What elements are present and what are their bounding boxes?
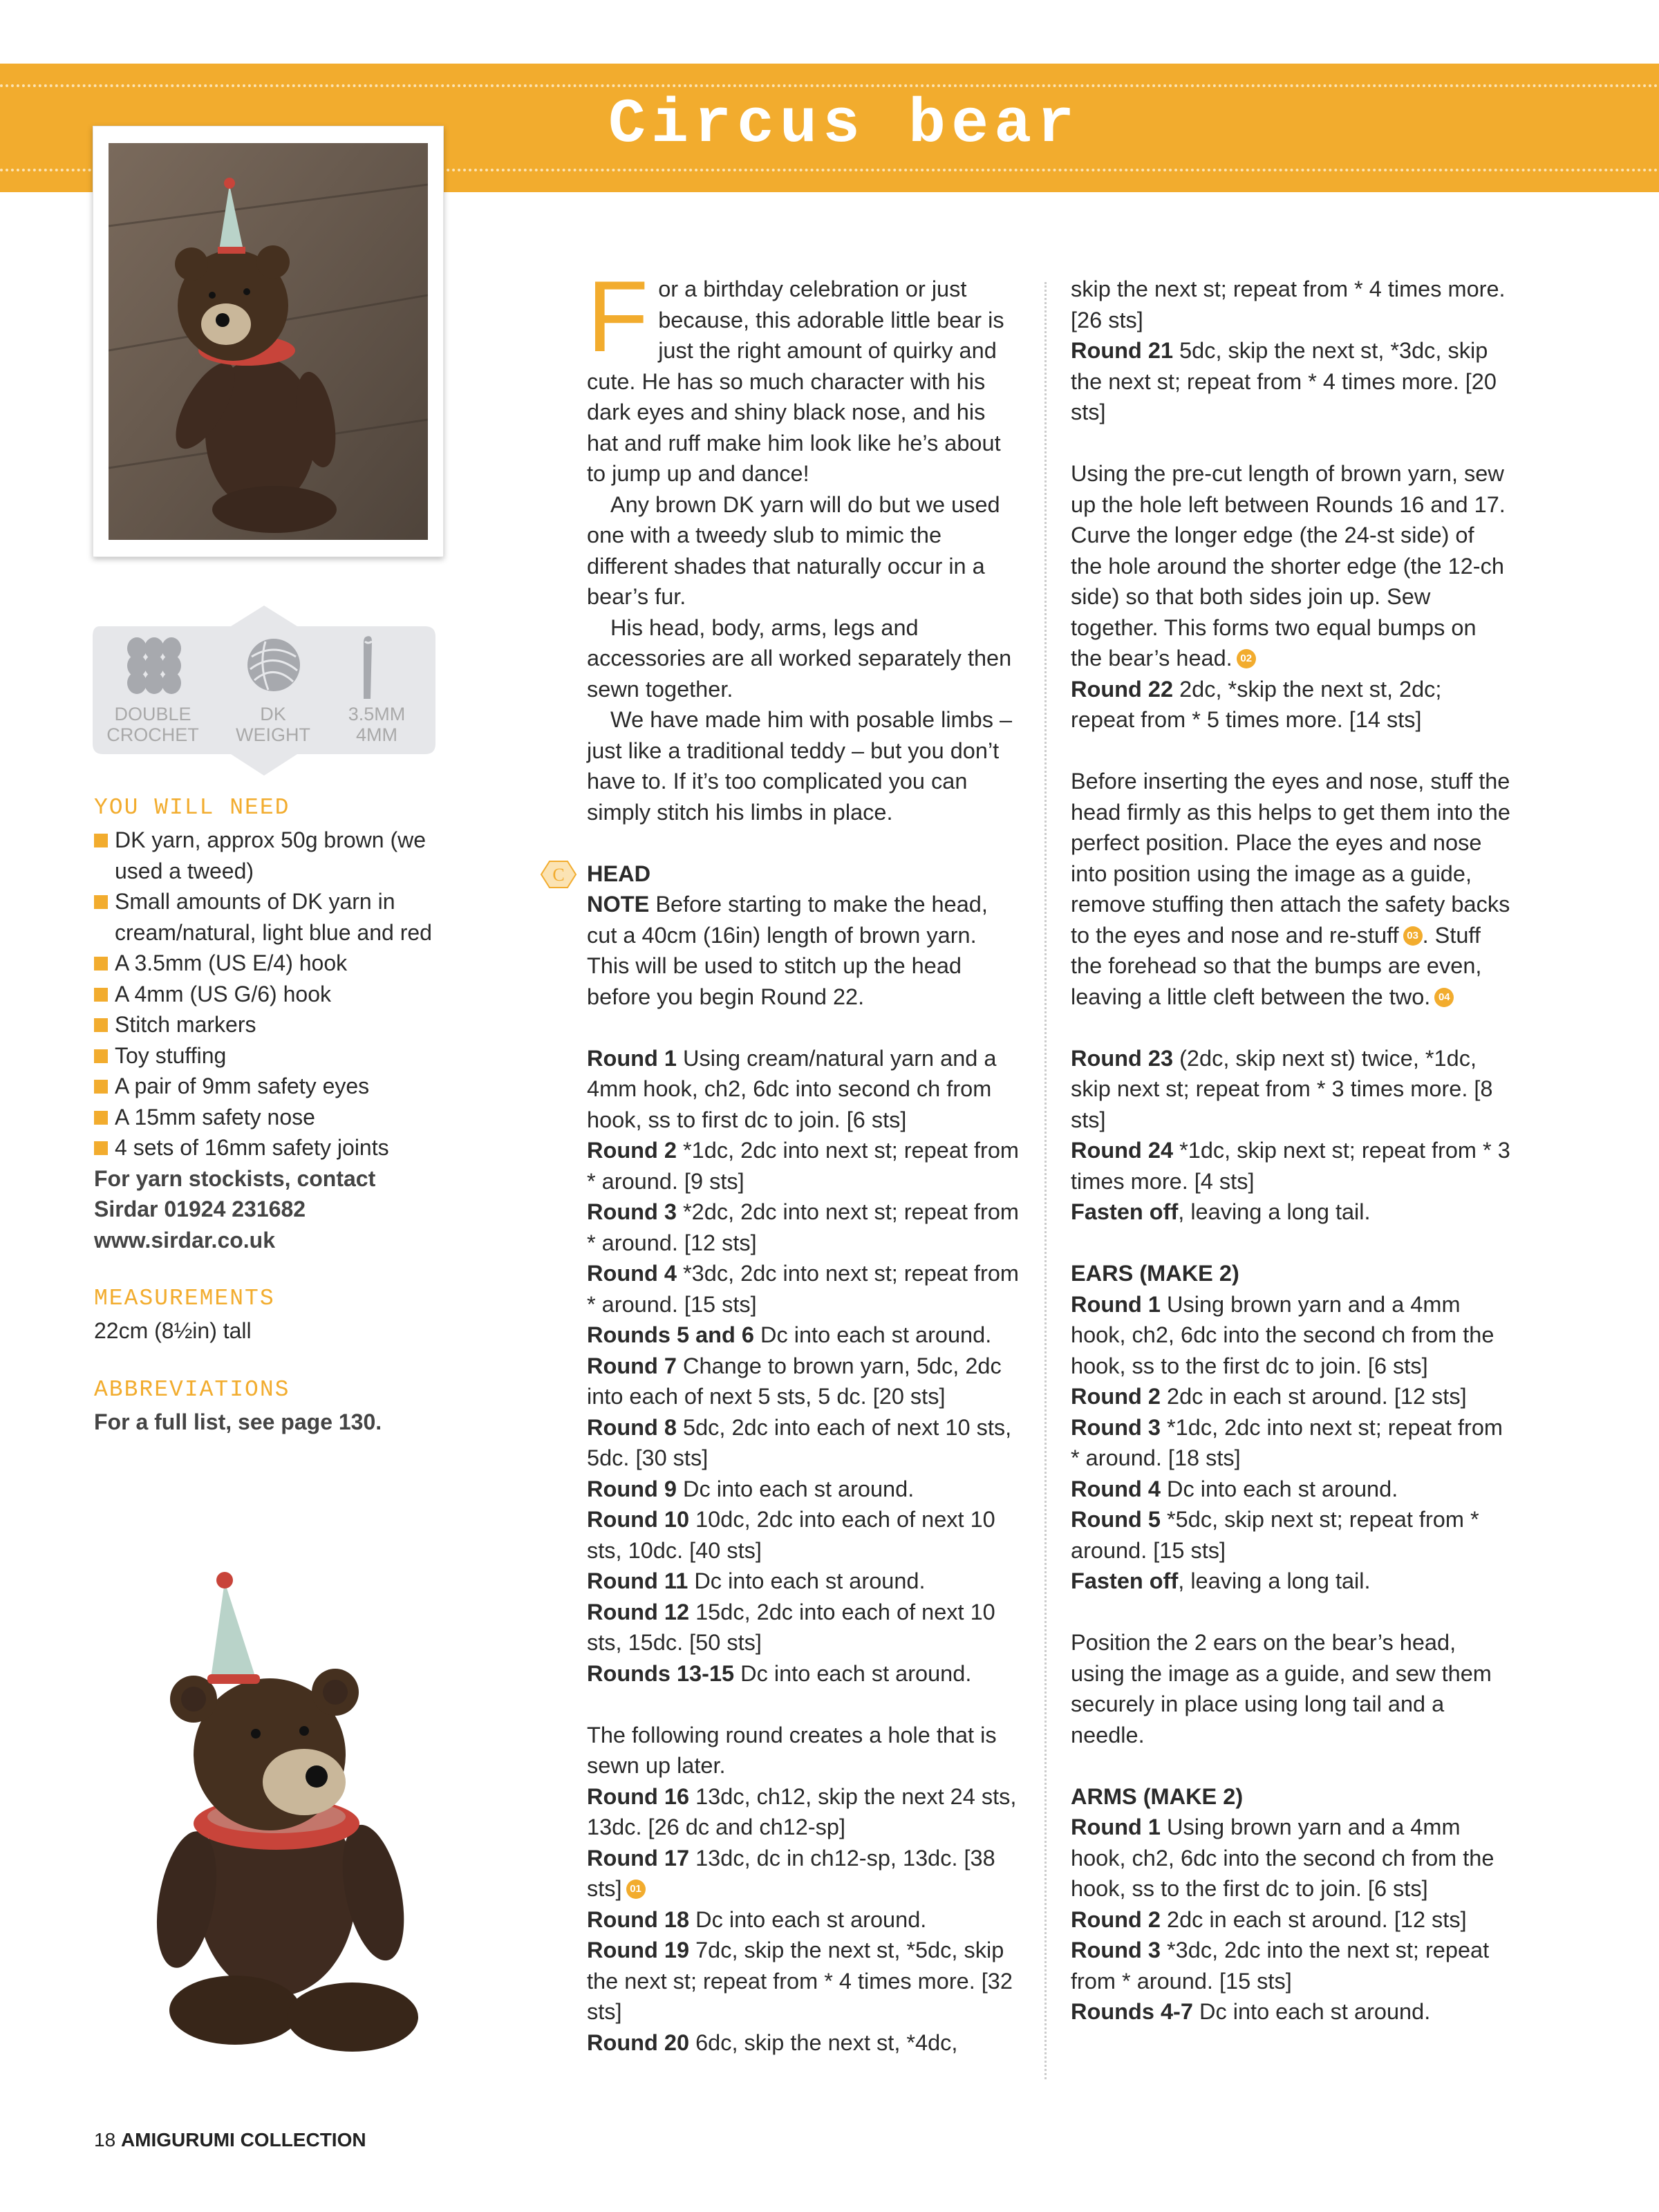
materials-list xyxy=(94,825,440,1163)
arms-heading: ARMS (MAKE 2) xyxy=(1071,1783,1244,1809)
round-line: Rounds 5 and 6 Dc into each st around. xyxy=(587,1322,992,1347)
round-line: Round 19 7dc, skip the next st, *5dc, skip the next st; repeat from * 4 times more. [32 sts] xyxy=(587,1938,1013,2024)
bear-photo-frame xyxy=(93,126,444,557)
crochet-hook-icon xyxy=(354,633,382,702)
step-badge: 03 xyxy=(1403,926,1423,946)
round-line: Round 12 15dc, 2dc into each of next 10 sts, 15dc. [50 sts] xyxy=(587,1599,995,1655)
fasten-off-line: Fasten off, leaving a long tail. xyxy=(1071,1199,1371,1224)
list-item: Toy stuffing xyxy=(94,1040,440,1071)
step-badge: 02 xyxy=(1237,649,1256,668)
ears-heading: EARS (MAKE 2) xyxy=(1071,1261,1239,1286)
round-line: Round 10 10dc, 2dc into each of next 10 sts, 10dc. [40 sts] xyxy=(587,1507,995,1563)
round-line: Rounds 13-15 Dc into each st around. xyxy=(587,1660,972,1686)
measurements-value: 22cm (8½in) tall xyxy=(94,1318,252,1343)
skill-info-box xyxy=(93,606,435,776)
round-line: Round 8 5dc, 2dc into each of next 10 sts, 5dc. [30 sts] xyxy=(587,1414,1012,1470)
round-line: Round 4 Dc into each st around. xyxy=(1071,1476,1398,1501)
page-footer xyxy=(94,2129,366,2151)
intro-paragraph-4: We have made him with posable limbs – just like a traditional teddy – but you don’t have to. If it’s too complicated you can simply stitch his limbs in place. xyxy=(587,707,1013,825)
you-will-need-heading: YOU WILL NEED xyxy=(94,795,290,821)
list-item: DK yarn, approx 50g brown (we used a tweed) xyxy=(94,825,440,886)
round-line: Round 2 2dc in each st around. [12 sts] xyxy=(1071,1906,1467,1932)
round-line: Round 1 Using cream/natural yarn and a 4mm hook, ch2, 6dc into second ch from hook, ss to first dc to join. [6 sts] xyxy=(587,1045,997,1132)
yarn-ball-icon xyxy=(245,636,303,694)
round-line: Round 16 13dc, ch12, skip the next 24 sts, 13dc. [26 dc and ch12-sp] xyxy=(587,1783,1017,1839)
list-item: A 15mm safety nose xyxy=(94,1102,440,1133)
bear-photo xyxy=(109,143,428,540)
list-item: A 3.5mm (US E/4) hook xyxy=(94,948,440,979)
round-line: Round 17 13dc, dc in ch12-sp, 13dc. [38 sts] 01 xyxy=(587,1845,995,1901)
stuff-note: Before inserting the eyes and nose, stuff the head firmly as this helps to get them into the perfect position. Place the eyes and nose into position using the image as a guide, remove stuffing then attach the safety backs to the eyes and nose and re-stuff 03 . Stuff the forehead so that the bumps are even, leaving a little cleft between the two. 04 xyxy=(1071,769,1510,1009)
round-line: Round 20 6dc, skip the next st, *4dc, xyxy=(587,2030,958,2055)
intro-paragraph-2: Any brown DK yarn will do but we used one with a tweedy slub to mimic the different shades that naturally occur in a bear’s fur. xyxy=(587,491,1000,609)
round-line: Rounds 4-7 Dc into each st around. xyxy=(1071,1999,1431,2024)
round-line: Round 4 *3dc, 2dc into next st; repeat from * around. [15 sts] xyxy=(587,1261,1019,1317)
bear-cutout-illustration xyxy=(97,1568,456,2065)
list-item: A 4mm (US G/6) hook xyxy=(94,979,440,1010)
list-item: A pair of 9mm safety eyes xyxy=(94,1071,440,1102)
sew-note: Using the pre-cut length of brown yarn, sew up the hole left between Rounds 16 and 17. Curve the longer edge (the 24-st side) of the hole around the shorter edge (the 12-ch side) so that both sides join up. Sew together. This forms two equal bumps on the bear’s head. 02 xyxy=(1071,461,1506,671)
skill-label-double-crochet: DOUBLE CROCHET xyxy=(106,704,199,745)
round-line: Round 5 *5dc, skip next st; repeat from * around. [15 sts] xyxy=(1071,1507,1479,1563)
stockists-note: For yarn stockists, contact Sirdar 01924 231682 www.sirdar.co.uk xyxy=(94,1165,376,1253)
materials-sidebar xyxy=(94,795,440,1437)
round-line: Round 9 Dc into each st around. xyxy=(587,1476,915,1501)
double-crochet-icon xyxy=(123,635,185,697)
round-line: Round 2 2dc in each st around. [12 sts] xyxy=(1071,1384,1467,1409)
pattern-column-2 xyxy=(1071,274,1510,2027)
skill-label-hook-size: 3.5MM 4MM xyxy=(348,704,406,745)
list-item: Stitch markers xyxy=(94,1009,440,1040)
round-line: Round 18 Dc into each st around. xyxy=(587,1906,927,1932)
svg-text:C: C xyxy=(552,864,565,885)
round-line: Round 7 Change to brown yarn, 5dc, 2dc into each of next 5 sts, 5 dc. [20 sts] xyxy=(587,1353,1002,1409)
round-continuation: skip the next st; repeat from * 4 times more. [26 sts] xyxy=(1071,276,1506,332)
abbreviations-heading: ABBREVIATIONS xyxy=(94,1376,290,1403)
round-line: Round 22 2dc, *skip the next st, 2dc; repeat from * 5 times more. [14 sts] xyxy=(1071,676,1442,732)
pattern-column-1 xyxy=(552,260,1021,2058)
drop-cap: F xyxy=(587,260,649,373)
head-heading: HEAD xyxy=(587,861,651,886)
list-item: Small amounts of DK yarn in cream/natural, light blue and red xyxy=(94,886,440,948)
round-line: Round 1 Using brown yarn and a 4mm hook, ch2, 6dc into the second ch from the hook, ss to the first dc to join. [6 sts] xyxy=(1071,1815,1494,1901)
round-line: Round 1 Using brown yarn and a 4mm hook, ch2, 6dc into the second ch from the hook, ss to the first dc to join. [6 sts] xyxy=(1071,1291,1494,1378)
head-note: NOTE Before starting to make the head, cut a 40cm (16in) length of brown yarn. This will be used to stitch up the head before you begin Round 22. xyxy=(587,892,988,1009)
abbreviations-note: For a full list, see page 130. xyxy=(94,1409,382,1434)
round-line: Round 21 5dc, skip the next st, *3dc, skip the next st; repeat from * 4 times more. [20 sts] xyxy=(1071,338,1497,424)
round-line: Round 24 *1dc, skip next st; repeat from * 3 times more. [4 sts] xyxy=(1071,1138,1510,1194)
round-line: Round 3 *1dc, 2dc into next st; repeat from * around. [18 sts] xyxy=(1071,1414,1503,1470)
intro-paragraph: For a birthday celebration or just because, this adorable little bear is just the right amount of quirky and cute. He has so much character with his dark eyes and shiny black nose, and his hat and ruff make him look like he’s about to jump up and dance! xyxy=(587,260,1004,486)
round-line: Round 3 *2dc, 2dc into next st; repeat from * around. [12 sts] xyxy=(587,1199,1019,1255)
bear-cutout-photo xyxy=(97,1568,456,2065)
skill-label-dk-weight: DK WEIGHT xyxy=(236,704,310,745)
bear-photo-illustration xyxy=(109,143,428,540)
round-line: Round 3 *3dc, 2dc into the next st; repeat from * around. [15 sts] xyxy=(1071,1938,1490,1994)
step-badge: 01 xyxy=(626,1880,646,1899)
list-item: 4 sets of 16mm safety joints xyxy=(94,1132,440,1163)
page-title: Circus bear xyxy=(608,90,1080,160)
hole-note: The following round creates a hole that is sewn up later. xyxy=(587,1722,997,1778)
measurements-heading: MEASUREMENTS xyxy=(94,1286,275,1311)
round-line: Round 23 (2dc, skip next st) twice, *1dc, skip next st; repeat from * 3 times more. [8 sts] xyxy=(1071,1045,1493,1132)
section-marker-icon xyxy=(540,859,577,890)
ears-position-note: Position the 2 ears on the bear’s head, using the image as a guide, and sew them securely in place using long tail and a needle. xyxy=(1071,1630,1492,1747)
round-line: Round 11 Dc into each st around. xyxy=(587,1568,926,1593)
publication-name: AMIGURUMI COLLECTION xyxy=(120,2129,366,2150)
page-number: 18 xyxy=(94,2129,116,2150)
step-badge: 04 xyxy=(1434,988,1454,1007)
head-section xyxy=(552,859,1021,890)
column-divider xyxy=(1044,282,1047,2079)
intro-paragraph-3: His head, body, arms, legs and accessories are all worked separately then sewn together. xyxy=(587,615,1012,702)
fasten-off-line: Fasten off, leaving a long tail. xyxy=(1071,1568,1371,1593)
round-line: Round 2 *1dc, 2dc into next st; repeat from * around. [9 sts] xyxy=(587,1138,1019,1194)
